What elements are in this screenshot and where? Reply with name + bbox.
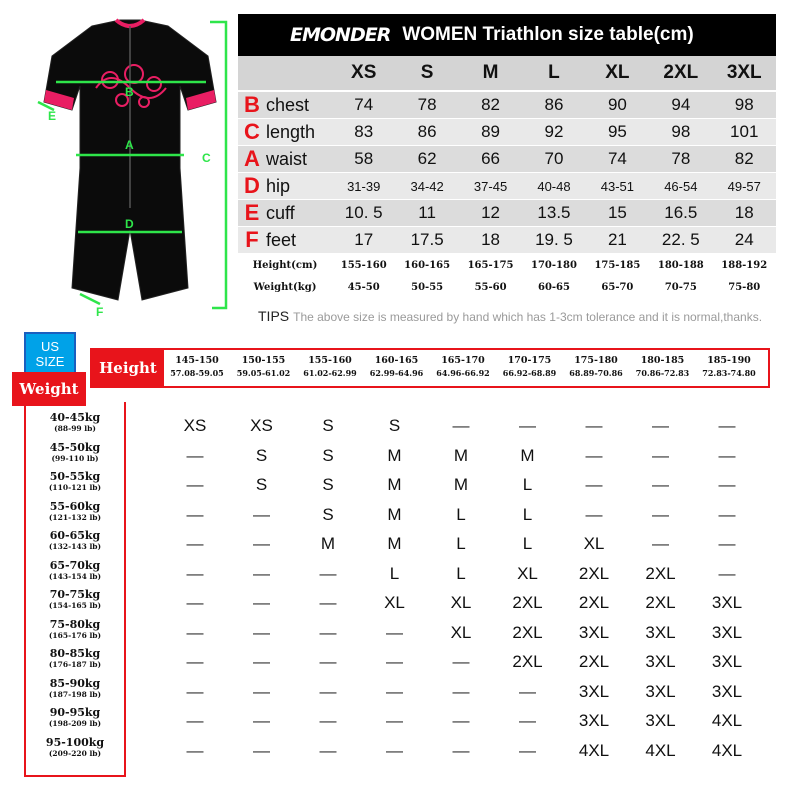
height-axis-label: Height — [92, 350, 164, 386]
size-cell: XL — [450, 593, 472, 612]
measurement-value: 15 — [607, 203, 627, 222]
diagram-label-c: C — [202, 151, 211, 165]
size-cell: — — [718, 563, 736, 583]
size-cell: — — [186, 711, 204, 730]
size-cell: — — [519, 681, 536, 701]
height-cm: 165-170 — [441, 355, 485, 366]
weight-value: 75-80 — [728, 281, 761, 293]
size-cell: 2XL — [578, 593, 610, 612]
height-value: 170-180 — [531, 259, 577, 271]
measurement-value: 17.5 — [410, 230, 444, 249]
size-cell: 3XL — [578, 711, 610, 730]
weight-lb: (187-198 lb) — [48, 689, 102, 699]
measurement-value: 12 — [481, 203, 501, 222]
measurement-value: 83 — [354, 122, 374, 141]
weight-axis — [24, 402, 126, 777]
size-cell: — — [253, 504, 270, 524]
height-cm: 150-155 — [241, 355, 286, 366]
size-header-2: M — [482, 62, 499, 83]
size-cell: L — [522, 534, 533, 553]
weight-value: 60-65 — [537, 281, 570, 293]
size-cell: S — [322, 504, 334, 524]
size-cell: — — [253, 681, 270, 701]
height-inches: 70.86-72.83 — [635, 368, 690, 378]
measurement-name: length — [266, 121, 316, 142]
measurement-name: chest — [266, 94, 310, 115]
size-cell: 2XL — [512, 622, 543, 642]
diagram-label-d: D — [125, 217, 134, 231]
measurement-value: 74 — [607, 149, 627, 168]
measurement-letter: D — [244, 173, 260, 198]
weight-lb: (132-143 lb) — [48, 542, 102, 551]
tips-label: TIPS — [258, 308, 290, 324]
measurement-value: 49-57 — [727, 178, 761, 194]
measurement-value: 101 — [730, 122, 759, 141]
measurement-letter: C — [244, 119, 260, 144]
weight-value: 65-70 — [601, 281, 634, 293]
height-value: 175-185 — [594, 259, 641, 271]
size-cell: XS — [250, 416, 273, 435]
size-cell: — — [186, 652, 204, 671]
height-row-label: Height(cm) — [252, 259, 318, 271]
measurement-row — [238, 146, 776, 173]
measurement-value: 40-48 — [537, 178, 571, 194]
size-cell: — — [253, 563, 270, 583]
size-cell: 3XL — [711, 681, 743, 701]
weight-row-header — [26, 471, 124, 492]
weight-lb: (198-209 lb) — [48, 719, 102, 728]
height-column-header — [429, 354, 497, 379]
weight-kg: 85-90kg — [49, 676, 101, 690]
size-cell: — — [652, 475, 669, 494]
weight-kg: 65-70kg — [49, 558, 101, 572]
weight-kg: 50-55kg — [49, 470, 101, 483]
size-cell: — — [718, 504, 736, 524]
size-cell: M — [320, 534, 336, 553]
size-cell: L — [389, 563, 400, 583]
size-cell: — — [652, 504, 669, 524]
size-header-row — [238, 56, 776, 92]
weight-row-header — [26, 737, 124, 758]
measurement-value: 89 — [481, 122, 501, 141]
measurement-row — [238, 227, 776, 254]
measurement-value: 11 — [418, 203, 436, 222]
measurement-value: 13.5 — [537, 203, 571, 222]
height-column-header — [363, 354, 431, 379]
size-cell: — — [718, 475, 736, 494]
measurement-name: hip — [266, 175, 291, 196]
size-cell: — — [253, 534, 270, 553]
size-table — [238, 14, 776, 298]
size-cell: XS — [183, 416, 207, 435]
us-size-badge: US SIZE — [24, 332, 76, 374]
size-cell: — — [186, 563, 204, 583]
size-cell: — — [452, 740, 470, 760]
weight-value: 45-50 — [347, 281, 380, 293]
size-cell: — — [386, 622, 403, 642]
size-cell: — — [452, 416, 470, 435]
weight-row-label: Weight(kg) — [253, 281, 317, 293]
size-cell: — — [718, 534, 736, 553]
height-inches: 66.92-68.89 — [502, 368, 557, 378]
measurement-name: feet — [266, 229, 297, 250]
size-cell: — — [585, 416, 603, 435]
size-cell: XL — [517, 563, 538, 583]
size-cell: — — [319, 622, 337, 642]
size-cell: — — [319, 711, 337, 730]
height-value: 188-192 — [721, 259, 768, 271]
diagram-label-b: B — [125, 85, 134, 99]
size-cell: — — [386, 652, 403, 671]
measurement-value: 31-39 — [347, 178, 381, 194]
size-cell: L — [456, 504, 466, 524]
size-cell: 2XL — [578, 563, 610, 583]
measurement-value: 86 — [544, 95, 564, 114]
measurement-value: 34-42 — [410, 178, 444, 194]
weight-lb: (121-132 lb) — [48, 512, 102, 522]
weight-lb: (165-176 lb) — [48, 630, 102, 640]
height-value: 180-188 — [657, 259, 704, 271]
size-cell: — — [386, 711, 403, 730]
measurement-value: 17 — [354, 230, 374, 249]
size-cell: S — [322, 416, 334, 435]
size-cell: — — [253, 740, 270, 760]
size-cell: M — [387, 475, 402, 494]
weight-row-header — [26, 412, 124, 433]
size-cell: — — [319, 652, 337, 671]
weight-lb: (99-110 lb) — [51, 453, 99, 463]
measurement-value: 58 — [354, 149, 374, 168]
measurement-value: 18 — [734, 203, 754, 222]
size-cell: — — [652, 445, 669, 465]
size-cell: S — [255, 475, 268, 494]
size-header-1: S — [420, 62, 434, 83]
measurement-name: waist — [266, 148, 308, 169]
size-cell: — — [186, 445, 204, 465]
size-cell: 3XL — [578, 622, 610, 642]
weight-row-header — [26, 678, 124, 699]
size-cell: 4XL — [645, 740, 676, 760]
measurement-value: 46-54 — [664, 178, 698, 194]
size-cell: XL — [583, 534, 605, 553]
weight-axis-label: Weight — [12, 372, 86, 406]
size-cell: — — [519, 416, 536, 435]
measurement-value: 22. 5 — [661, 230, 700, 249]
weight-value: 70-75 — [664, 281, 697, 293]
size-cell: — — [452, 652, 470, 671]
measurement-value: 37-45 — [473, 178, 508, 194]
height-inches: 62.99-64.96 — [369, 368, 424, 378]
size-cell: 2XL — [645, 563, 676, 583]
size-cell: M — [387, 504, 402, 524]
trisuit-diagram — [30, 18, 230, 318]
weight-row-header — [26, 560, 124, 581]
measurement-value: 74 — [354, 95, 374, 114]
size-cell: — — [253, 593, 270, 612]
height-cm: 180-185 — [640, 355, 685, 366]
weight-row-header — [26, 501, 124, 522]
size-cell: — — [585, 445, 603, 465]
height-value: 155-160 — [340, 259, 387, 271]
height-column-header — [230, 354, 298, 379]
measurement-value: 62 — [417, 149, 437, 168]
size-cell: — — [652, 416, 669, 435]
size-cell: S — [322, 445, 334, 465]
size-header-6: 3XL — [726, 62, 762, 83]
height-value: 165-175 — [467, 259, 514, 271]
size-cell: — — [718, 416, 736, 435]
weight-kg: 90-95kg — [49, 706, 101, 719]
size-cell: 2XL — [645, 593, 676, 612]
size-cell: — — [519, 740, 536, 760]
weight-kg: 45-50kg — [49, 440, 101, 454]
height-inches: 59.05-61.02 — [236, 368, 291, 378]
measurement-row — [238, 92, 776, 119]
size-cell: — — [319, 681, 337, 701]
weight-kg: 40-45kg — [49, 411, 101, 424]
measurement-value: 24 — [734, 230, 754, 249]
size-cell: M — [387, 445, 402, 465]
weight-lb: (143-154 lb) — [48, 571, 102, 581]
size-cell: — — [386, 681, 403, 701]
weight-row — [238, 276, 776, 298]
size-table-title: WOMEN Triathlon size table(cm) — [402, 24, 694, 45]
size-cell: 4XL — [578, 740, 610, 760]
measurement-letter: A — [244, 146, 260, 171]
weight-kg: 55-60kg — [49, 499, 101, 513]
size-cell: 3XL — [711, 652, 743, 671]
weight-row-header — [26, 648, 124, 669]
size-cell: — — [452, 711, 470, 730]
size-cell: — — [186, 504, 204, 524]
size-cell: L — [456, 563, 466, 583]
size-cell: 3XL — [645, 681, 676, 701]
size-cell: — — [386, 740, 403, 760]
size-cell: 4XL — [711, 740, 743, 760]
measurement-value: 82 — [481, 95, 501, 114]
brand-logo: EMONDER — [290, 24, 391, 46]
measurement-value: 98 — [671, 122, 691, 141]
measurement-value: 92 — [544, 122, 564, 141]
tips-text: The above size is measured by hand which has 1-3cm tolerance and it is normal,thanks. — [293, 310, 763, 324]
size-cell: L — [456, 534, 466, 553]
size-cell: 3XL — [645, 622, 676, 642]
size-cell: 4XL — [711, 711, 743, 730]
size-cell: — — [652, 534, 669, 553]
measurement-value: 82 — [734, 149, 754, 168]
size-table-header — [238, 14, 776, 56]
size-cell: — — [718, 445, 736, 465]
size-cell: — — [585, 504, 603, 524]
measurement-value: 16.5 — [664, 203, 698, 222]
weight-lb: (88-99 lb) — [54, 424, 96, 433]
height-axis — [90, 348, 770, 388]
weight-lb: (154-165 lb) — [48, 601, 102, 610]
diagram-label-a: A — [125, 138, 134, 152]
size-cell: — — [585, 475, 603, 494]
size-cell: S — [388, 416, 401, 435]
size-cell: S — [255, 445, 268, 465]
weight-kg: 60-65kg — [49, 529, 101, 542]
weight-lb: (110-121 lb) — [48, 483, 102, 492]
weight-row-header — [26, 707, 124, 728]
measurement-value: 90 — [607, 95, 627, 114]
height-inches: 61.02-62.99 — [303, 368, 357, 378]
size-cell: — — [186, 593, 204, 612]
weight-row-header — [26, 442, 124, 463]
size-cell: L — [522, 504, 533, 524]
measurement-value: 98 — [734, 95, 754, 114]
weight-lb: (176-187 lb) — [48, 660, 102, 669]
size-cell: 3XL — [578, 681, 610, 701]
measurement-value: 21 — [607, 230, 627, 249]
height-column-header — [163, 354, 231, 379]
size-header-4: XL — [605, 62, 630, 83]
size-cell: — — [452, 681, 470, 701]
measurement-value: 94 — [671, 95, 691, 114]
measurement-value: 78 — [671, 149, 691, 168]
size-header-3: L — [548, 62, 560, 83]
size-cell: 2XL — [578, 652, 610, 671]
height-column-header — [629, 354, 697, 379]
size-header-5: 2XL — [663, 62, 699, 83]
height-cm: 175-180 — [574, 355, 618, 366]
size-cell: S — [322, 475, 334, 494]
measurement-letter: F — [245, 227, 259, 252]
weight-kg: 95-100kg — [45, 735, 105, 749]
height-column-header — [496, 354, 564, 379]
size-cell: — — [319, 593, 337, 612]
diagram-label-f: F — [96, 305, 104, 318]
measurement-letter: B — [244, 92, 260, 117]
measurement-value: 10. 5 — [344, 203, 383, 222]
height-inches: 68.89-70.86 — [569, 368, 623, 378]
size-cell: 3XL — [711, 622, 743, 642]
height-cm: 185-190 — [707, 355, 751, 366]
height-inches: 72.83-74.80 — [702, 368, 756, 378]
size-cell: XL — [384, 593, 405, 612]
height-column-header — [296, 354, 364, 379]
measurement-value: 78 — [417, 95, 437, 114]
size-cell: — — [186, 740, 204, 760]
size-cell: 3XL — [645, 711, 676, 730]
size-cell: XL — [450, 622, 472, 642]
size-cell: L — [522, 475, 533, 494]
height-value: 160-165 — [404, 259, 451, 271]
measurement-value: 18 — [481, 230, 501, 249]
size-cell: — — [253, 711, 270, 730]
weight-kg: 75-80kg — [49, 617, 101, 631]
diagram-label-e: E — [48, 109, 57, 123]
measurement-row — [238, 119, 776, 146]
size-cell: — — [319, 563, 337, 583]
height-row — [238, 254, 776, 276]
size-header-0: XS — [351, 62, 377, 83]
size-cell: — — [186, 475, 204, 494]
tips-note — [258, 308, 778, 326]
height-cm: 170-175 — [507, 355, 552, 366]
measurement-value: 70 — [544, 149, 564, 168]
weight-lb: (209-220 lb) — [48, 748, 102, 758]
weight-value: 55-60 — [474, 281, 507, 293]
size-cell: M — [520, 445, 535, 465]
measurement-row — [238, 200, 776, 227]
measurement-letter: E — [244, 200, 260, 225]
height-cm: 145-150 — [175, 355, 219, 366]
weight-kg: 80-85kg — [49, 647, 101, 660]
size-cell: — — [253, 622, 270, 642]
size-cell: — — [319, 740, 337, 760]
size-cell: M — [387, 534, 402, 553]
size-cell: M — [453, 475, 469, 494]
size-cell: — — [253, 652, 270, 671]
measurement-value: 43-51 — [600, 178, 635, 194]
size-cell: M — [453, 445, 469, 465]
measurement-value: 95 — [607, 122, 627, 141]
weight-kg: 70-75kg — [49, 588, 101, 601]
weight-row-header — [26, 589, 124, 610]
height-column-header — [562, 354, 630, 379]
height-column-header — [695, 354, 763, 379]
size-cell: 3XL — [711, 593, 743, 612]
weight-row-header — [26, 619, 124, 640]
height-cm: 160-165 — [374, 355, 419, 366]
measurement-row — [238, 173, 776, 200]
height-inches: 64.96-66.92 — [436, 368, 490, 378]
measurement-value: 19. 5 — [535, 230, 573, 249]
size-cell: — — [186, 622, 204, 642]
size-cell: 2XL — [512, 593, 543, 612]
measurement-value: 66 — [481, 149, 501, 168]
measurement-value: 86 — [417, 122, 437, 141]
size-cell: — — [186, 534, 204, 553]
size-cell: 2XL — [512, 652, 543, 671]
measurement-name: cuff — [266, 202, 295, 223]
size-cell: 3XL — [645, 652, 676, 671]
height-cm: 155-160 — [308, 355, 352, 366]
size-cell: — — [186, 681, 204, 701]
size-cell: — — [519, 711, 536, 730]
weight-value: 50-55 — [411, 281, 444, 293]
height-inches: 57.08-59.05 — [170, 368, 224, 378]
weight-row-header — [26, 530, 124, 551]
